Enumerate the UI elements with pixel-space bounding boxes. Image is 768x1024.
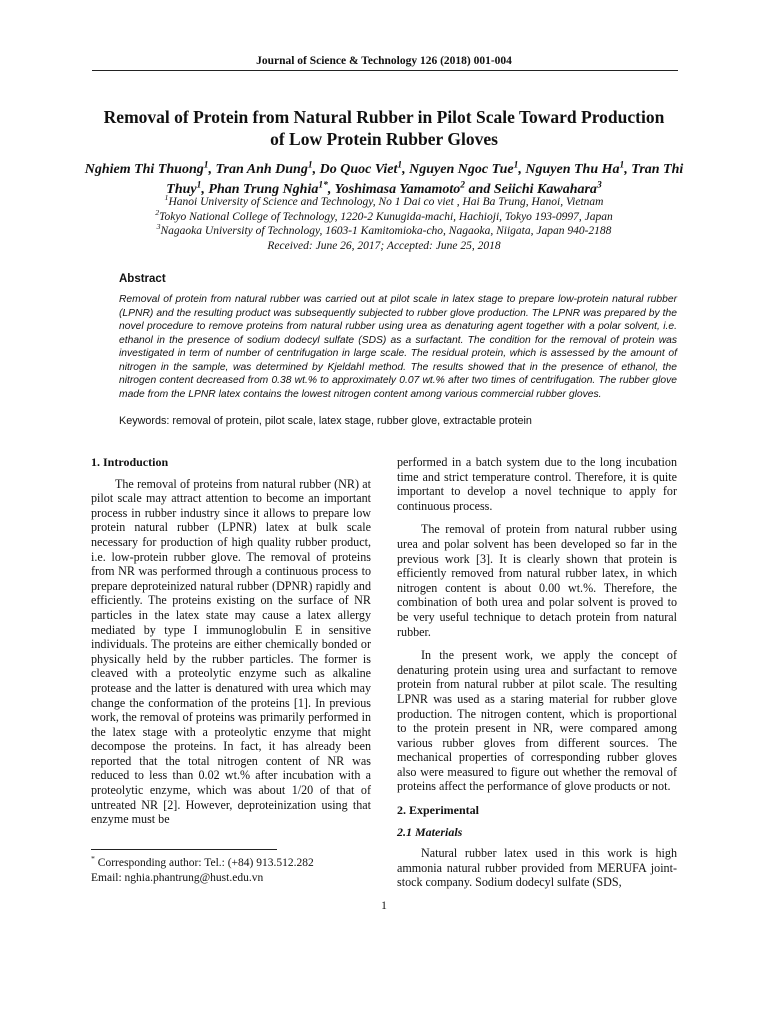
page-number: 1 xyxy=(381,900,387,912)
author-affiliation-mark: 1 xyxy=(307,160,313,171)
title-line-1: Removal of Protein from Natural Rubber in Pilot Scale Toward Production xyxy=(103,107,665,127)
header-rule xyxy=(92,70,678,71)
author-name: Yoshimasa Yamamoto xyxy=(334,182,461,197)
affiliation-mark: 2 xyxy=(155,207,160,217)
footnote xyxy=(91,856,381,886)
journal-header: Journal of Science & Technology 126 (2018) 001-004 xyxy=(256,55,512,67)
author-name: Phan Trung Nghia xyxy=(208,182,319,197)
paragraph: The removal of protein from natural rubber using urea and polar solvent has been developed so far in the previous work [3]. It is clearly shown that protein is efficiently removed from natural rubber latex, in which nitrogen content is about 0.00 wt.%. Therefore, the combination of both urea and polar solvent is proved to be very useful technique to detach protein from natural rubber. xyxy=(397,522,677,639)
paragraph: The removal of proteins from natural rubber (NR) at pilot scale may attract attention to become an important process in rubber industry since it allows to prepare low protein natural rubber (LPNR) latex at bulk scale necessary for production of high quality rubber product, i.e. low-protein rubber glove. The removal of proteins from NR was performed through a continuous process to prepare deproteinized natural rubber (DPNR) rapidly and efficiently. The proteins existing on the surface of NR particles in the latex state may cause a latex allergy mediated by type I immunoglobulin E in sensitive individuals. The proteins are either chemically bonded or physically held by the rubber particles. The former is cleaved with a proteolytic enzyme such as alkaline protease and the latter is denatured with urea which may change the conformation of the proteins [1]. In previous work, the removal of proteins was primarily performed in the latex stage with a proteolytic enzyme that might decompose the proteins. In fact, it has already been reported that the total nitrogen content of NR was reduced to less than 0.02 wt.% after incubation with a proteolytic enzyme, which was about 1/20 of that of untreated NR [2]. However, deproteinization using that enzyme must be xyxy=(91,476,371,827)
author-name: Do Quoc Viet xyxy=(319,162,398,177)
author-separator: and xyxy=(465,182,494,197)
affiliation-1 xyxy=(84,195,684,210)
abstract-heading: Abstract xyxy=(119,273,166,285)
footnote-line-1 xyxy=(91,856,381,871)
author-name: Tran Thi Thuy xyxy=(166,162,684,197)
section-heading-experimental: 2. Experimental xyxy=(397,803,479,818)
author-affiliation-mark: 1 xyxy=(619,160,625,171)
author-affiliation-mark: 1 xyxy=(513,160,519,171)
right-column xyxy=(397,455,677,899)
author-affiliation-mark: 2 xyxy=(460,180,466,191)
section-heading-introduction: 1. Introduction xyxy=(91,455,169,469)
footnote-rule xyxy=(91,849,277,850)
author-name: Nguyen Ngoc Tue xyxy=(409,162,514,177)
author-separator: , xyxy=(518,162,526,177)
affiliations xyxy=(84,195,684,253)
affiliation-text: Nagaoka University of Technology, 1603-1 Kamitomioka-cho, Nagaoka, Niigata, Japan 940-2188 xyxy=(160,225,612,237)
author-separator: , xyxy=(624,162,632,177)
footnote-contact: Corresponding author: Tel.: (+84) 913.512.282 xyxy=(94,857,314,869)
author-separator: , xyxy=(312,162,320,177)
affiliation-text: Hanoi University of Science and Technology, No 1 Dai co viet , Hai Ba Trung, Hanoi, Vietnam xyxy=(168,196,604,208)
affiliation-mark: 3 xyxy=(156,222,161,232)
paragraph: Natural rubber latex used in this work is high ammonia natural rubber provided from MERUFA joint-stock company. Sodium dodecyl sulfate (SDS, xyxy=(397,846,677,890)
affiliation-3 xyxy=(84,224,684,239)
footnote-email: Email: nghia.phantrung@hust.edu.vn xyxy=(91,872,264,884)
author-name: Nghiem Thi Thuong xyxy=(84,162,204,177)
author-affiliation-mark: 1* xyxy=(318,180,328,191)
keywords: Keywords: removal of protein, pilot scale, latex stage, rubber glove, extractable protein xyxy=(119,415,532,427)
abstract-text: Removal of protein from natural rubber was carried out at pilot scale in latex stage to prepare low-protein natural rubber (LPNR) and the resulting product was subsequently subjected to rubber glove production. The LPNR was prepared by the novel procedure to remove proteins from natural rubber using urea as denaturing agent together with a polar solvent, i.e. ethanol in the presence of sodium dodecyl sulfate (SDS) as a surfactant. The condition for the removal of protein was investigated in term of number of centrifugation in large scale. The residual protein, which is assessed by the amount of nitrogen in the sample, was determined by Kjeldahl method. The results showed that in the presence of ethanol, the nitrogen content decreased from 0.38 wt.% to approximately 0.07 wt.% after two times of centrifugation. The rubber glove made from the LPNR latex contains the lowest nitrogen content among various commercial rubber gloves. xyxy=(119,294,677,400)
author-separator: , xyxy=(402,162,410,177)
paragraph: In the present work, we apply the concept of denaturing protein using urea and surfactant to remove protein from natural rubber at pilot scale. The resulting LPNR was used as a staring material for rubber glove production. The nitrogen content, which is proportional to the protein present in NR, were compared among various rubber gloves from different sources. The mechanical properties of corresponding rubber gloves also were measured to figure out whether the removal of proteins affect the performance of glove products or not. xyxy=(397,648,677,794)
author-affiliation-mark: 1 xyxy=(203,160,209,171)
author-separator: , xyxy=(201,182,209,197)
author-affiliation-mark: 1 xyxy=(397,160,403,171)
author-name: Tran Anh Dung xyxy=(215,162,308,177)
title-line-2: of Low Protein Rubber Gloves xyxy=(270,129,498,149)
author-name: Nguyen Thu Ha xyxy=(525,162,620,177)
affiliation-2 xyxy=(84,207,684,225)
paper-title xyxy=(80,106,688,150)
footnote-mark: * xyxy=(91,854,95,864)
affiliation-text: Tokyo National College of Technology, 1220-2 Kunugida-machi, Hachioji, Tokyo 193-0997, Japan xyxy=(159,210,613,223)
author-separator: , xyxy=(327,182,335,197)
paragraph: performed in a batch system due to the long incubation time and strict temperature control. Therefore, it is quite important to develop a novel technique to apply for continuous process. xyxy=(397,455,677,513)
subsection-heading-materials: 2.1 Materials xyxy=(397,824,463,839)
author-affiliation-mark: 3 xyxy=(596,180,602,191)
received-dates: Received: June 26, 2017; Accepted: June 25, 2018 xyxy=(267,239,501,252)
author-separator: , xyxy=(208,162,216,177)
author-affiliation-mark: 1 xyxy=(196,180,202,191)
author-name: Seiichi Kawahara xyxy=(493,182,597,197)
affiliation-mark: 1 xyxy=(164,193,169,203)
left-column xyxy=(91,455,371,836)
